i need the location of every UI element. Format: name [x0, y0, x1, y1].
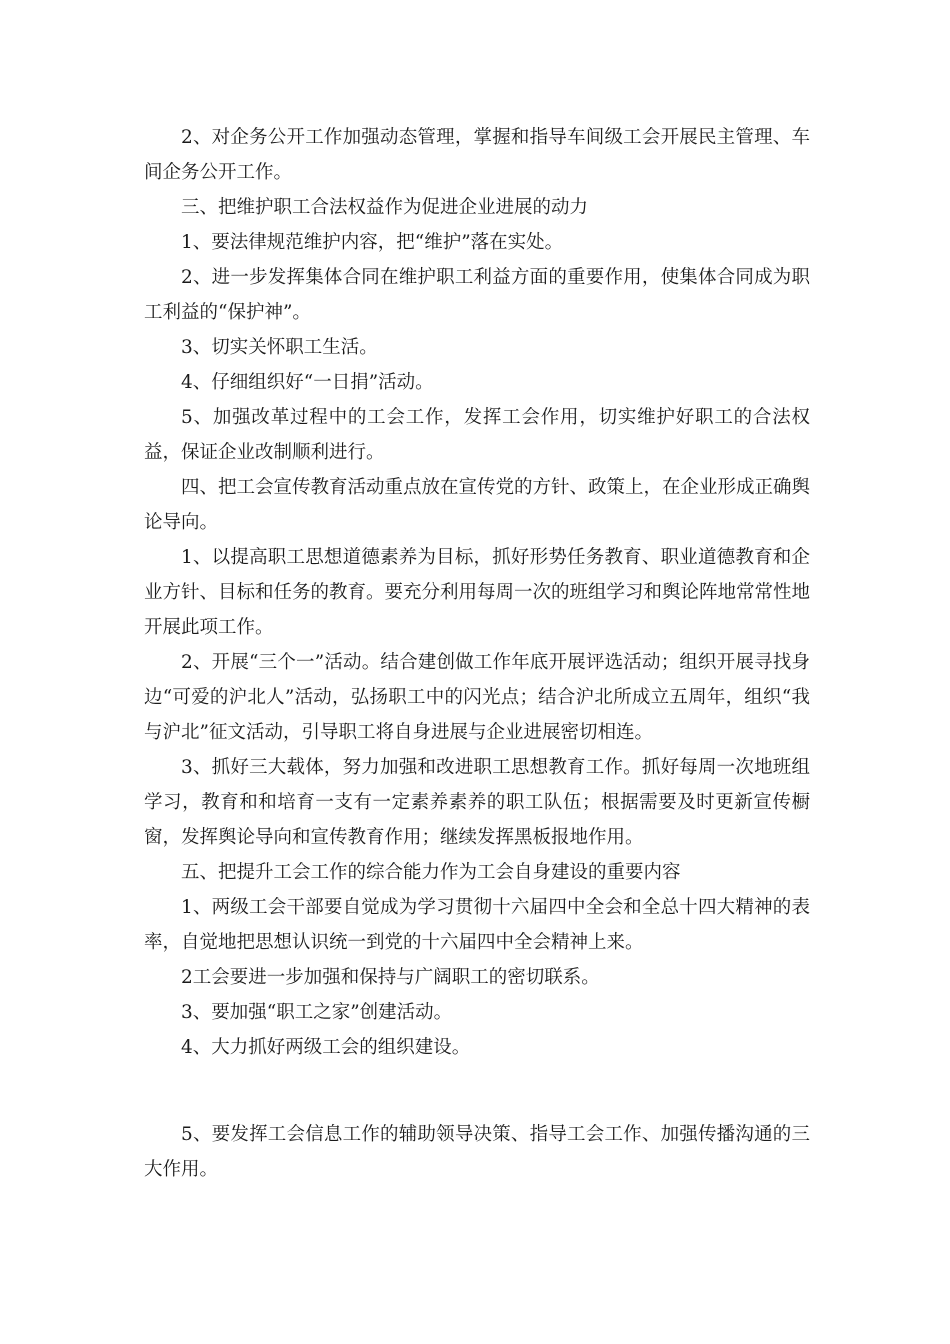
paragraph-item-3-3: 3、切实关怀职工生活。: [181, 337, 378, 358]
paragraph-item-4-3: 3、抓好三大载体，努力加强和改进职工思想教育工作。抓好每周一次地班组学习，教育和和培育一支有一定素养素养的职工队伍；根据需要及时更新宣传橱窗，发挥舆论导向和宣传教育作用；继续发挥黑板报地作用。: [144, 757, 810, 848]
paragraph-item-3-2: 2、进一步发挥集体合同在维护职工利益方面的重要作用，使集体合同成为职工利益的“保护神”。: [144, 267, 810, 323]
paragraph-item-4-1: 1、以提高职工思想道德素养为目标，抓好形势任务教育、职业道德教育和企业方针、目标和任务的教育。要充分利用每周一次的班组学习和舆论阵地常常性地开展此项工作。: [144, 547, 811, 638]
section-heading-4: 四、把工会宣传教育活动重点放在宣传党的方针、政策上，在企业形成正确舆论导向。: [144, 477, 811, 533]
paragraph-item-5-1: 1、两级工会干部要自觉成为学习贯彻十六届四中全会和全总十四大精神的表率，自觉地把思想认识统一到党的十六届四中全会精神上来。: [144, 897, 810, 953]
blank-spacer: [144, 1065, 810, 1117]
paragraph-item-3-5: 5、加强改革过程中的工会工作，发挥工会作用，切实维护好职工的合法权益，保证企业改制顺利进行。: [144, 407, 810, 463]
paragraph-item-5-2: 2工会要进一步加强和保持与广阔职工的密切联系。: [181, 967, 600, 988]
paragraph-item-3-4: 4、仔细组织好“一日捐”活动。: [181, 372, 434, 393]
section-heading-5: 五、把提升工会工作的综合能力作为工会自身建设的重要内容: [181, 862, 681, 883]
paragraph-item-5-3: 3、要加强“职工之家”创建活动。: [181, 1002, 453, 1023]
paragraph-item-3-1: 1、要法律规范维护内容，把“维护”落在实处。: [181, 232, 564, 253]
paragraph-item-5-4: 4、大力抓好两级工会的组织建设。: [181, 1037, 471, 1058]
paragraph-item-5-5: 5、要发挥工会信息工作的辅助领导决策、指导工会工作、加强传播沟通的三大作用。: [144, 1124, 810, 1180]
paragraph-item-4-2: 2、开展“三个一”活动。结合建创做工作年底开展评选活动；组织开展寻找身边“可爱的沪北人”活动，弘扬职工中的闪光点；结合沪北所成立五周年，组织“我与沪北”征文活动，引导职工将自身进展与企业进展密切相连。: [144, 652, 810, 743]
section-heading-3: 三、把维护职工合法权益作为促进企业进展的动力: [181, 197, 589, 218]
document-body: [144, 120, 810, 1187]
paragraph-item-2-disclosure: 2、对企务公开工作加强动态管理，掌握和指导车间级工会开展民主管理、车间企务公开工作。: [144, 127, 810, 183]
